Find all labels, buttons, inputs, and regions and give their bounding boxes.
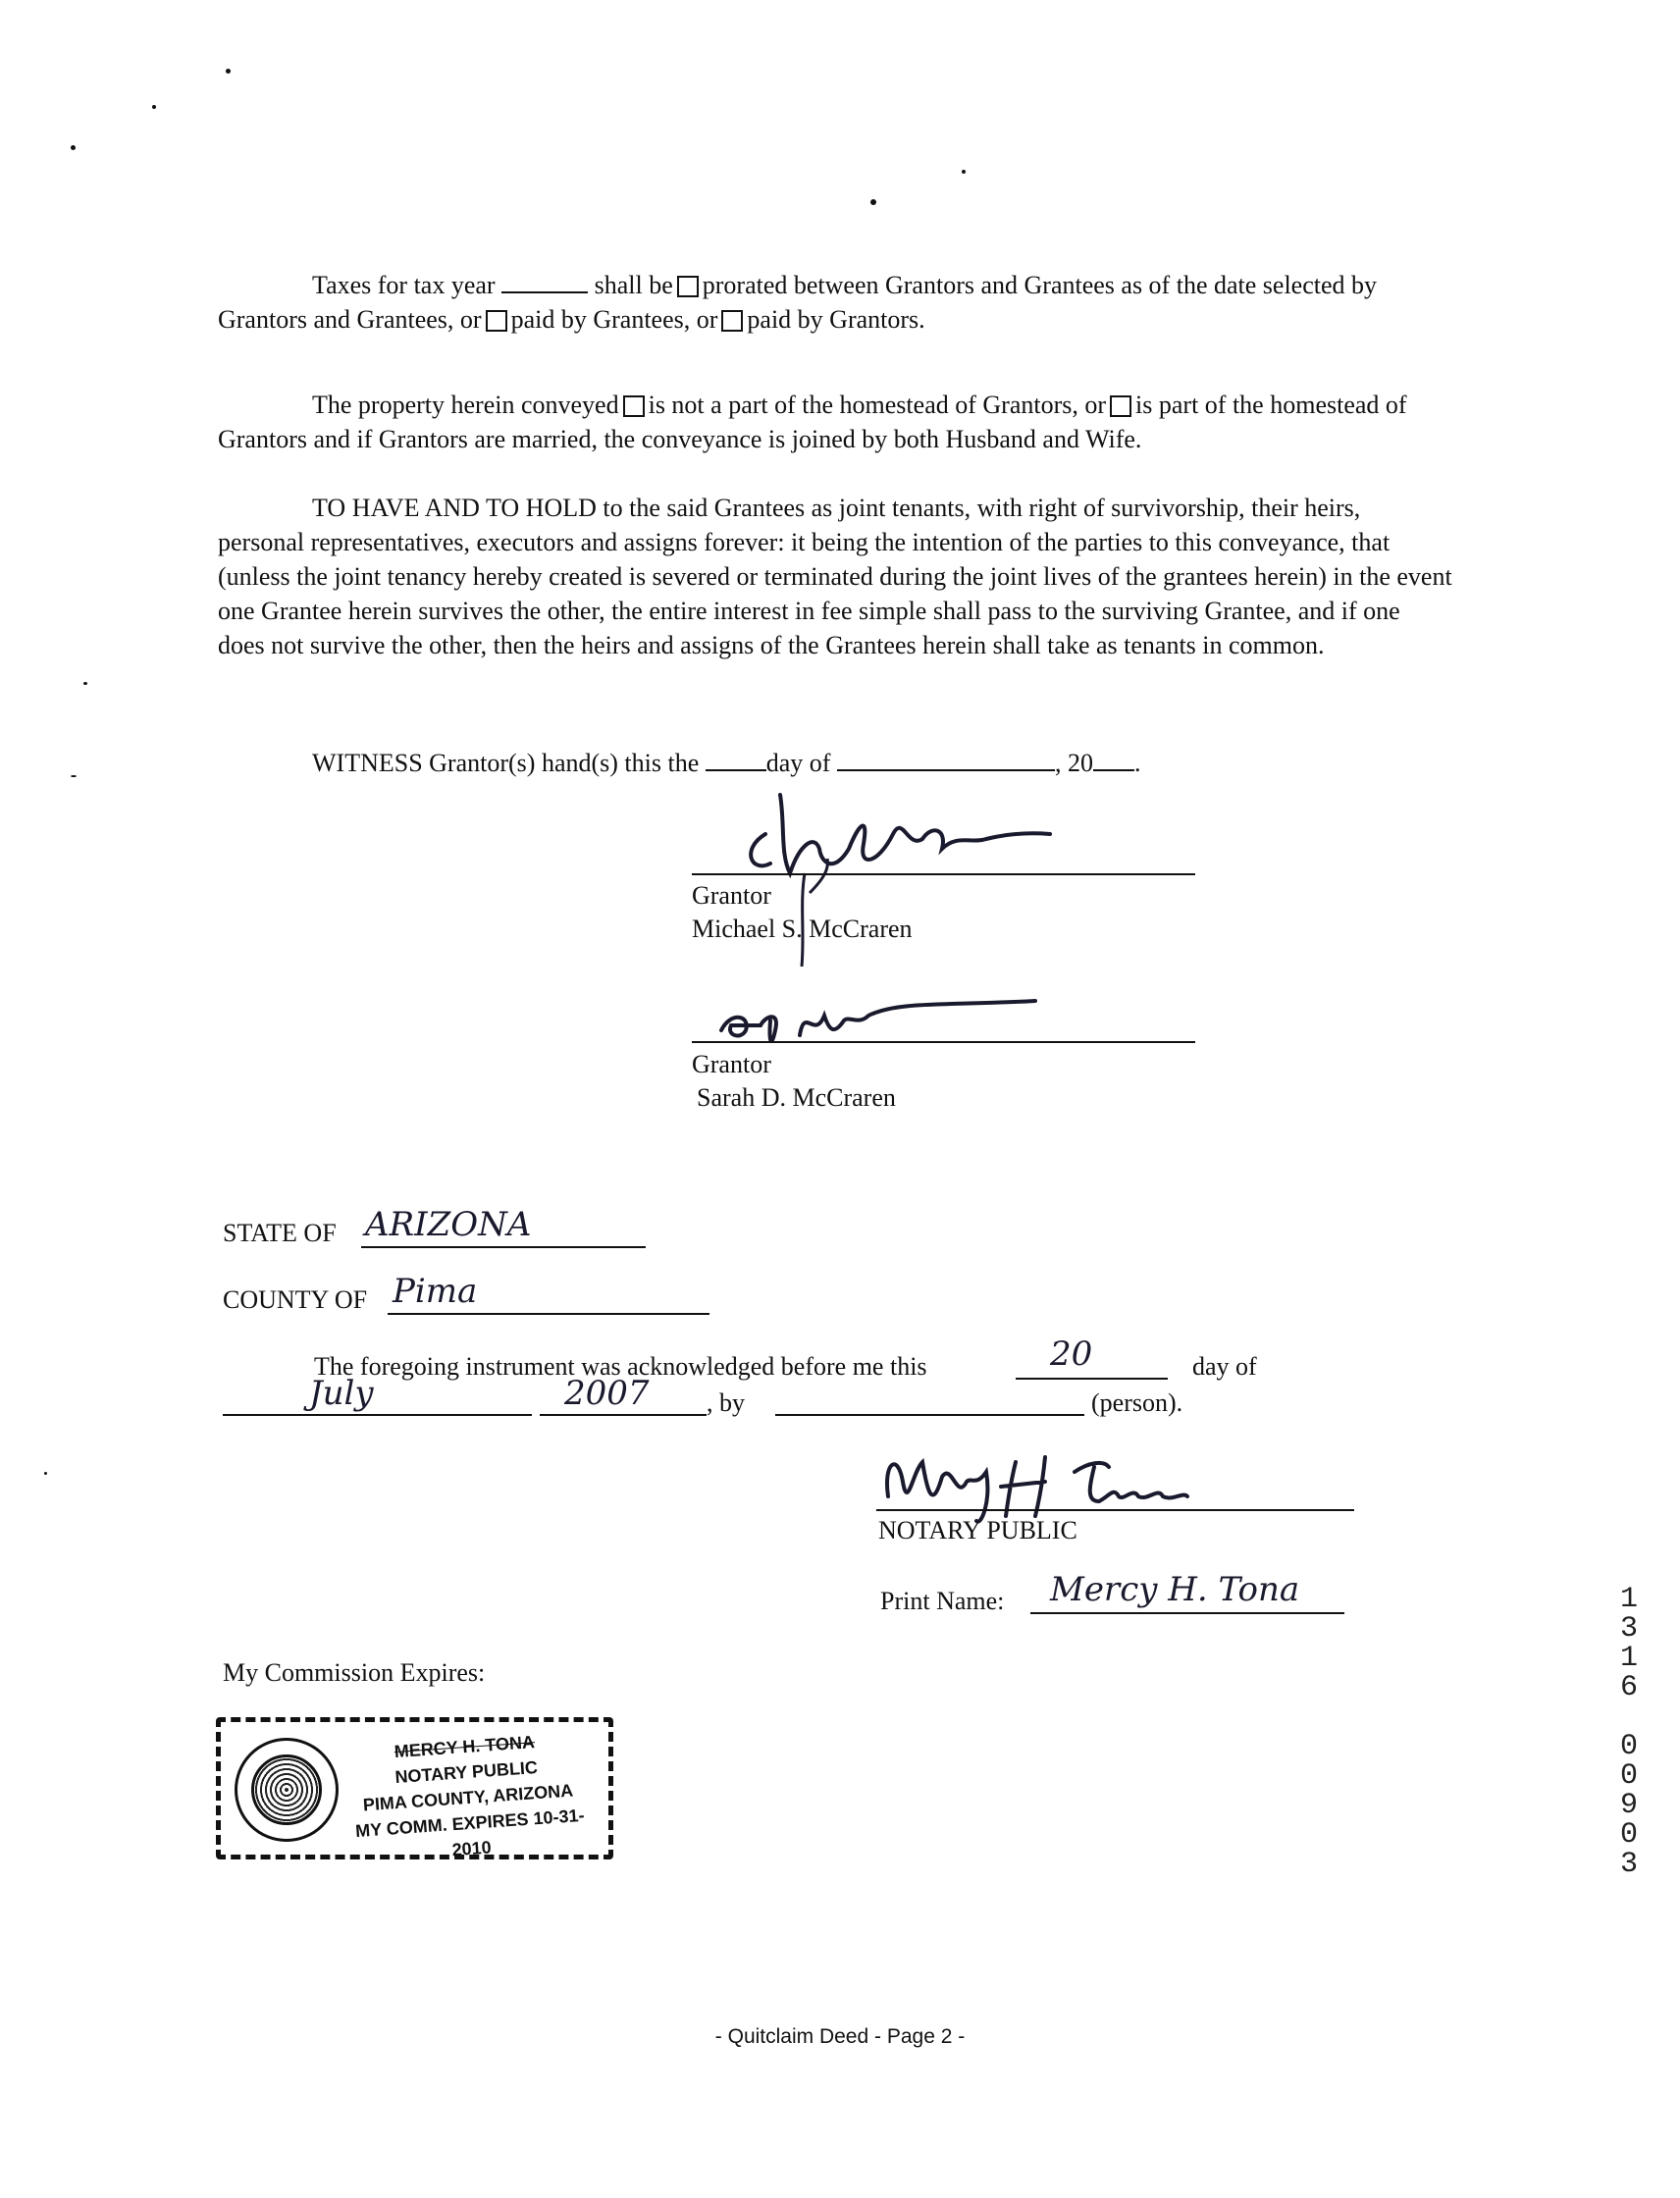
ack-year-line — [540, 1414, 707, 1416]
is-homestead-checkbox[interactable] — [1110, 395, 1131, 417]
county-label: COUNTY OF — [223, 1285, 368, 1314]
state-value[interactable]: ARIZONA — [365, 1205, 532, 1244]
notary-stamp — [216, 1717, 613, 1859]
habendum-paragraph — [218, 491, 1452, 662]
homestead-text-3: is part of the — [1135, 391, 1264, 419]
side-digit — [1614, 1702, 1644, 1732]
taxes-paragraph — [218, 268, 1452, 337]
scan-speck — [870, 199, 876, 205]
side-recording-number — [1614, 1585, 1644, 1879]
side-digit: 0 — [1619, 1818, 1638, 1852]
paid-by-grantees-checkbox[interactable] — [486, 310, 507, 332]
grantor2-name: Sarah D. McCraren — [697, 1083, 896, 1112]
grantor1-signature-line — [692, 873, 1195, 875]
side-digit: 6 — [1619, 1671, 1638, 1704]
ack-month-line — [223, 1414, 532, 1416]
ack-month-value[interactable]: July — [309, 1374, 374, 1413]
taxes-text-3: prorated between Grantors and Grantees as of the date — [702, 271, 1257, 299]
scan-speck — [152, 105, 156, 109]
county-line — [388, 1313, 709, 1315]
state-label: STATE OF — [223, 1219, 337, 1247]
stamp-text — [337, 1725, 600, 1870]
homestead-text-4: homestead of Grantors and if Grantors are married, the conveyance is joined by both Husband and Wife. — [218, 391, 1407, 453]
state-seal-icon — [235, 1738, 339, 1842]
ack-day-value[interactable]: 20 — [1050, 1334, 1093, 1374]
witness-text-2: day of — [765, 749, 831, 777]
side-digit: 0 — [1619, 1730, 1638, 1763]
ack-day-line — [1016, 1378, 1168, 1380]
commission-label: My Commission Expires: — [223, 1658, 486, 1687]
side-digit: 3 — [1619, 1848, 1638, 1881]
taxes-text-5: paid by Grantees, or — [510, 305, 718, 334]
notary-signature-line — [876, 1509, 1354, 1511]
not-homestead-checkbox[interactable] — [623, 395, 645, 417]
habendum-text: TO HAVE AND TO HOLD to the said Grantees as joint tenants, with right of survivorship, their heirs, personal representatives, executors and assigns forever: it being the intention of the parties to this conveyance, that (unless the joint tenancy hereby created is severed or terminated during the joint lives of the grantees herein) in the event one Grantee herein survives the other, the entire interest in fee simple shall pass to the surviving Grantee, and if one does not survive the other, then the heirs and assigns of the Grantees herein shall take as tenants in common. — [218, 494, 1452, 659]
ack-text-3: , by — [707, 1388, 745, 1417]
prorated-checkbox[interactable] — [677, 276, 699, 297]
print-name-value[interactable]: Mercy H. Tona — [1050, 1570, 1300, 1609]
scan-speck — [44, 1472, 47, 1475]
tax-year-blank[interactable] — [501, 270, 588, 293]
ack-text-2: day of — [1192, 1352, 1257, 1381]
stamp-line-2: NOTARY PUBLIC — [394, 1757, 539, 1788]
homestead-text-1: The property herein conveyed — [312, 391, 619, 419]
print-name-label: Print Name: — [880, 1587, 1005, 1615]
homestead-paragraph — [218, 388, 1452, 456]
side-digit: 0 — [1619, 1759, 1638, 1793]
scan-speck — [71, 145, 76, 150]
witness-text-4: . — [1133, 749, 1141, 777]
stamp-line-4: MY COMM. EXPIRES 10-31-2010 — [354, 1805, 586, 1860]
side-digit: 3 — [1619, 1612, 1638, 1646]
ack-year-value[interactable]: 2007 — [564, 1374, 650, 1413]
grantor2-role: Grantor — [692, 1050, 771, 1078]
homestead-text-2: is not a part of the homestead of Grantors, or — [648, 391, 1107, 419]
taxes-text-4: selected by Grantors and Grantees, or — [218, 271, 1378, 334]
witness-text-1: WITNESS Grantor(s) hand(s) this the — [312, 749, 700, 777]
taxes-text-1: Taxes for tax year — [312, 271, 496, 299]
notary-title: NOTARY PUBLIC — [878, 1516, 1077, 1544]
ack-text-4: (person). — [1091, 1388, 1183, 1417]
stamp-line-3: PIMA COUNTY, ARIZONA — [362, 1780, 574, 1815]
ack-person-line — [775, 1414, 1084, 1416]
print-name-line — [1030, 1612, 1344, 1614]
page-footer: - Quitclaim Deed - Page 2 - — [714, 2025, 966, 2048]
taxes-text-2: shall be — [594, 271, 673, 299]
grantor1-role: Grantor — [692, 881, 771, 910]
grantor1-name: Michael S. McCraren — [692, 915, 913, 943]
county-value[interactable]: Pima — [393, 1272, 478, 1311]
scan-speck — [71, 775, 77, 777]
taxes-text-6: paid by Grantors. — [747, 305, 925, 334]
ack-text-1: The foregoing instrument was acknowledged before me this — [314, 1352, 927, 1381]
side-digit: 1 — [1619, 1583, 1638, 1616]
scan-speck — [962, 170, 966, 174]
side-digit: 9 — [1619, 1789, 1638, 1822]
grantor2-signature — [711, 986, 1055, 1055]
witness-text-3: , 20 — [1054, 749, 1093, 777]
grantor2-signature-line — [692, 1041, 1195, 1043]
side-digit: 1 — [1619, 1642, 1638, 1675]
stamp-line-1: MERCY H. TONA — [394, 1732, 536, 1762]
state-line — [361, 1246, 646, 1248]
seal-center — [251, 1754, 322, 1825]
grantor1-signature — [711, 756, 1084, 981]
witness-year-blank[interactable] — [1093, 748, 1134, 771]
paid-by-grantors-checkbox[interactable] — [721, 310, 743, 332]
scan-speck — [83, 682, 87, 685]
scan-speck — [226, 69, 231, 74]
